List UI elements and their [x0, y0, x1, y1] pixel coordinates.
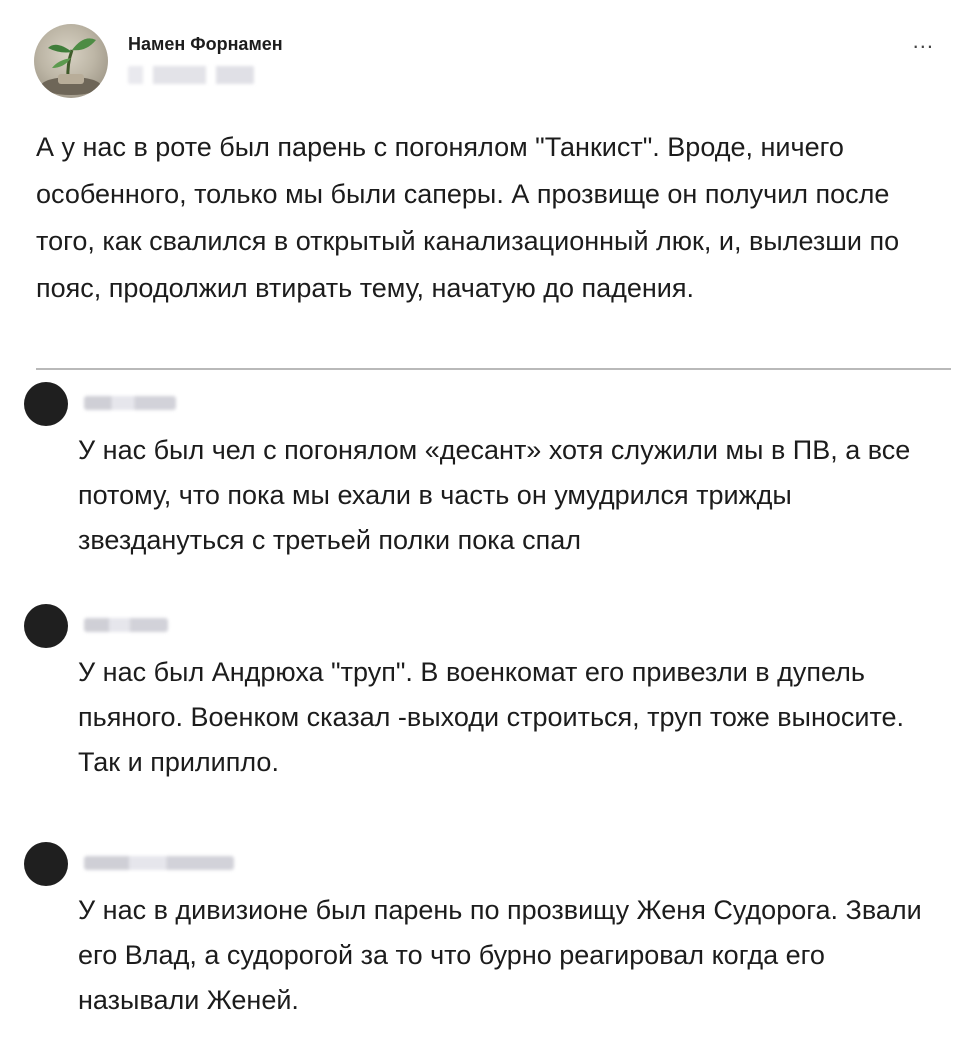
- comment-item: [24, 382, 944, 592]
- comment-author-blurred[interactable]: [84, 396, 176, 410]
- user-avatar-dot[interactable]: [24, 842, 68, 886]
- user-avatar-dot[interactable]: [24, 382, 68, 426]
- comment-text: У нас в дивизионе был парень по прозвищу Женя Судорога. Звали его Влад, а судорогой за то что бурно реагировал когда его называли Женей.: [78, 895, 922, 1015]
- comment-author-blurred[interactable]: [84, 618, 168, 632]
- comment-item: [24, 604, 944, 834]
- comment-author-blurred[interactable]: [84, 856, 234, 870]
- comment-text: У нас был Андрюха "труп". В военкомат его привезли в дупель пьяного. Военком сказал -выходи строиться, труп тоже выносите. Так и прилипло.: [78, 657, 905, 777]
- comment-item: [24, 842, 944, 1032]
- comment-text: У нас был чел с погонялом «десант» хотя служили мы в ПВ, а все потому, что пока мы ехали в часть он умудрился трижды звездануться с третьей полки пока спал: [78, 435, 911, 555]
- post-text: А у нас в роте был парень с погонялом "Танкист". Вроде, ничего особенного, только мы были саперы. А прозвище он получил после того, как свалился в открытый канализационный люк, и, вылезши по пояс, продолжил втирать тему, начатую до падения.: [36, 132, 900, 303]
- author-name[interactable]: Намен Форнамен: [128, 34, 283, 54]
- author-avatar[interactable]: [34, 24, 108, 98]
- post-header: [34, 24, 934, 104]
- user-avatar-dot[interactable]: [24, 604, 68, 648]
- more-dots-icon[interactable]: ...: [912, 28, 934, 53]
- divider: [36, 368, 951, 370]
- post-meta-blurred: [128, 66, 254, 84]
- plant-avatar-icon: [34, 24, 108, 98]
